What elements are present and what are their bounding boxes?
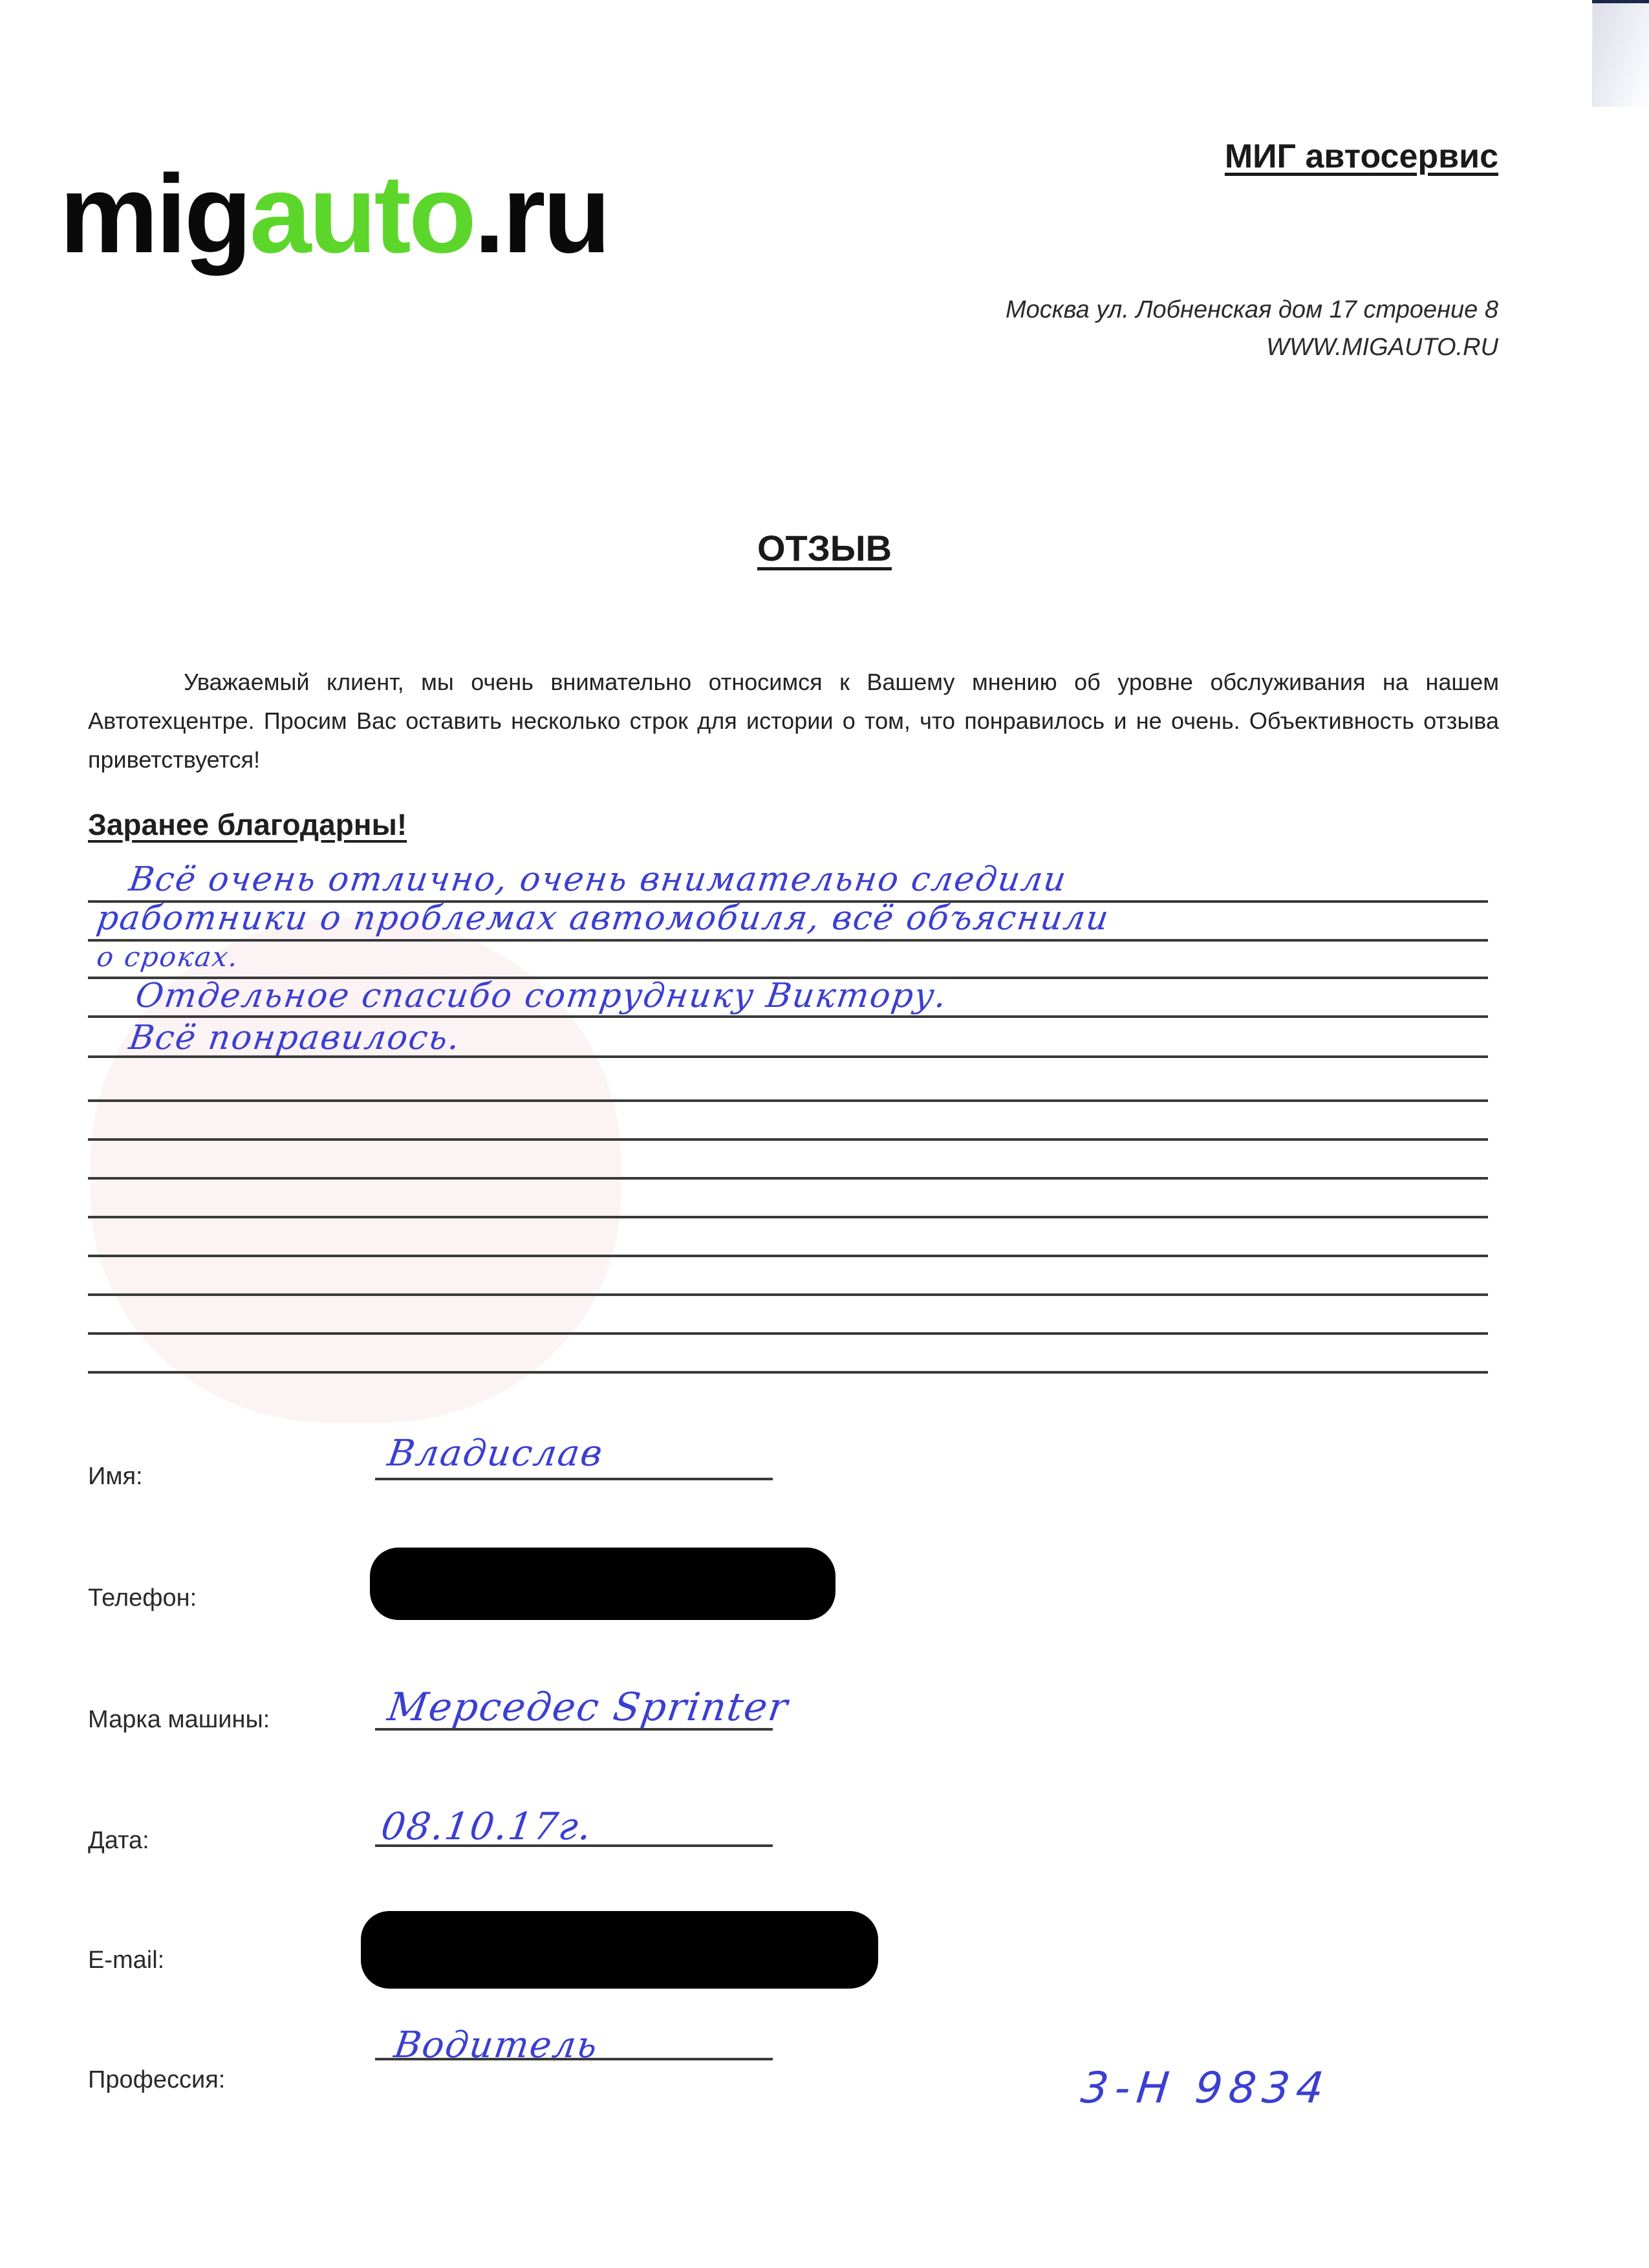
ruled-line bbox=[88, 1216, 1488, 1218]
page-edge bbox=[1592, 0, 1649, 3]
review-line-1: Всё очень отлично, очень внимательно следили bbox=[126, 860, 1070, 899]
ruled-line bbox=[88, 939, 1488, 942]
review-line-4: Отдельное спасибо сотруднику Виктору. bbox=[133, 977, 950, 1015]
review-line-2: работники о проблемах автомобиля, всё объяснили bbox=[94, 899, 1112, 938]
ruled-line bbox=[88, 1255, 1488, 1257]
handwritten-code: 3-Н 9834 bbox=[1078, 2063, 1333, 2113]
ruled-line bbox=[88, 1177, 1488, 1180]
name-field-line bbox=[375, 1478, 773, 1480]
company-website: WWW.MIGAUTO.RU bbox=[1266, 334, 1498, 361]
company-contact bbox=[1006, 291, 1498, 366]
ruled-line bbox=[88, 1138, 1488, 1141]
ruled-line bbox=[88, 1099, 1488, 1102]
thanks-heading: Заранее благодарны! bbox=[88, 808, 407, 841]
ruled-line bbox=[88, 1332, 1488, 1335]
ruled-line bbox=[88, 1371, 1488, 1374]
company-name: МИГ автосервис bbox=[1224, 138, 1498, 175]
car-label: Марка машины: bbox=[88, 1706, 270, 1733]
company-address: Москва ул. Лобненская дом 17 строение 8 bbox=[1005, 296, 1498, 323]
date-label: Дата: bbox=[88, 1827, 149, 1854]
brand-logo bbox=[59, 152, 609, 276]
ruled-line bbox=[88, 1015, 1488, 1018]
intro-paragraph bbox=[88, 663, 1499, 779]
profession-value: Водитель bbox=[391, 2024, 601, 2066]
profession-label: Профессия: bbox=[88, 2066, 226, 2093]
name-value: Владислав bbox=[385, 1432, 607, 1474]
document-title: ОТЗЫВ bbox=[757, 528, 892, 568]
car-value: Мерседес Sprinter bbox=[385, 1685, 792, 1730]
email-label: E-mail: bbox=[88, 1947, 165, 1974]
intro-text: Уважаемый клиент, мы очень внимательно относимся к Вашему мнению об уровне обслуживания на нашем Автотехцентре. Просим Вас оставить несколько строк для истории о том, что понравилось и не очень. Объективность отзыва приветствуется! bbox=[88, 669, 1499, 773]
review-line-5: Всё понравилось. bbox=[126, 1019, 464, 1057]
phone-redaction bbox=[370, 1548, 835, 1620]
phone-label: Телефон: bbox=[88, 1584, 197, 1612]
logo-part-mig: mig bbox=[59, 152, 250, 276]
logo-part-ru: .ru bbox=[473, 152, 609, 276]
logo-part-auto: auto bbox=[249, 152, 474, 276]
date-value: 08.10.17г. bbox=[378, 1804, 596, 1848]
page-curl bbox=[1592, 0, 1649, 107]
email-redaction bbox=[361, 1911, 878, 1989]
name-label: Имя: bbox=[88, 1463, 143, 1490]
review-line-3: о сроках. bbox=[94, 941, 241, 973]
ruled-line bbox=[88, 1293, 1488, 1296]
